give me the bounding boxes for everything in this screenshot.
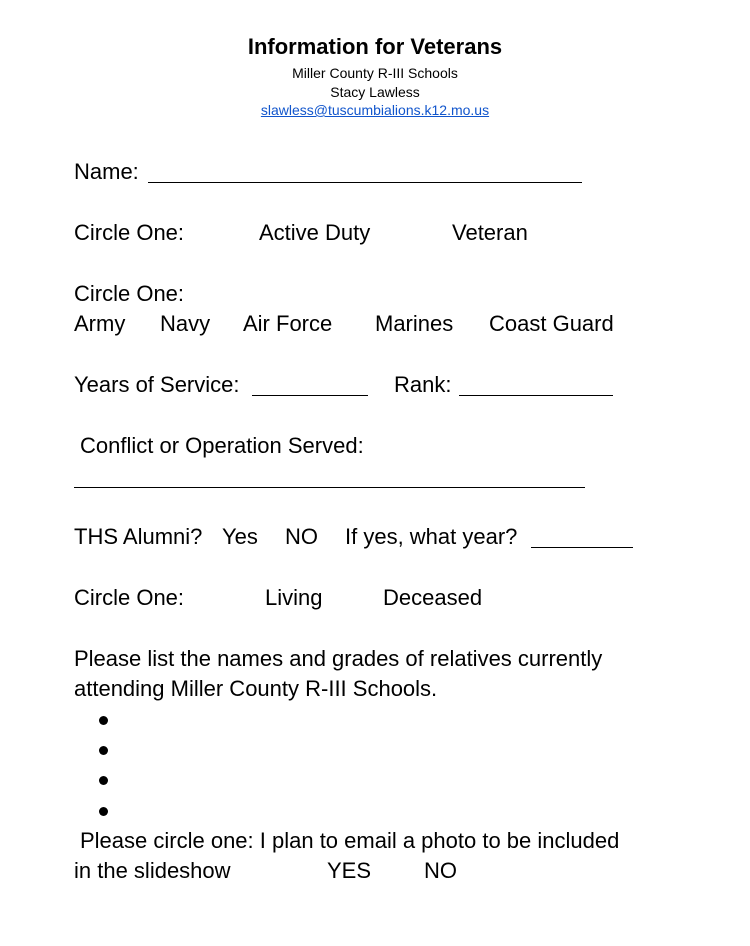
years-label: Years of Service:: [74, 372, 240, 397]
conflict-label: Conflict or Operation Served:: [80, 433, 364, 458]
photo-text-1: Please circle one: I plan to email a photo to be included: [80, 828, 620, 853]
photo-no[interactable]: NO: [424, 858, 457, 883]
option-active-duty[interactable]: Active Duty: [259, 220, 371, 245]
rank-field[interactable]: [459, 395, 613, 396]
relatives-text-2: attending Miller County R-III Schools.: [74, 676, 438, 701]
status-label: Circle One:: [74, 220, 185, 245]
years-field[interactable]: [252, 395, 368, 396]
bullet-icon: [99, 716, 108, 725]
option-coast-guard[interactable]: Coast Guard: [489, 311, 614, 336]
option-marines[interactable]: Marines: [375, 311, 454, 336]
alumni-year-field[interactable]: [531, 547, 633, 548]
option-living[interactable]: Living: [265, 585, 323, 610]
relatives-text-1: Please list the names and grades of relatives currently: [74, 646, 603, 671]
alumni-yes[interactable]: Yes: [222, 524, 258, 549]
rank-label: Rank:: [394, 372, 452, 397]
name-label: Name:: [74, 159, 139, 184]
alumni-no[interactable]: NO: [285, 524, 318, 549]
page-title: Information for Veterans: [247, 34, 503, 59]
branch-label: Circle One:: [74, 281, 185, 306]
email-link[interactable]: slawless@tuscumbialions.k12.mo.us: [260, 102, 490, 118]
option-veteran[interactable]: Veteran: [452, 220, 528, 245]
option-deceased[interactable]: Deceased: [383, 585, 483, 610]
contact-name: Stacy Lawless: [330, 84, 420, 100]
conflict-field[interactable]: [74, 487, 585, 488]
photo-text-2: in the slideshow: [74, 858, 231, 883]
option-air-force[interactable]: Air Force: [243, 311, 333, 336]
bullet-icon: [99, 776, 108, 785]
photo-yes[interactable]: YES: [327, 858, 372, 883]
option-navy[interactable]: Navy: [160, 311, 211, 336]
living-label: Circle One:: [74, 585, 185, 610]
option-army[interactable]: Army: [74, 311, 126, 336]
bullet-icon: [99, 807, 108, 816]
name-field[interactable]: [148, 182, 582, 183]
school-name: Miller County R-III Schools: [292, 65, 458, 81]
alumni-label: THS Alumni?: [74, 524, 203, 549]
bullet-icon: [99, 746, 108, 755]
alumni-year-label: If yes, what year?: [345, 524, 518, 549]
